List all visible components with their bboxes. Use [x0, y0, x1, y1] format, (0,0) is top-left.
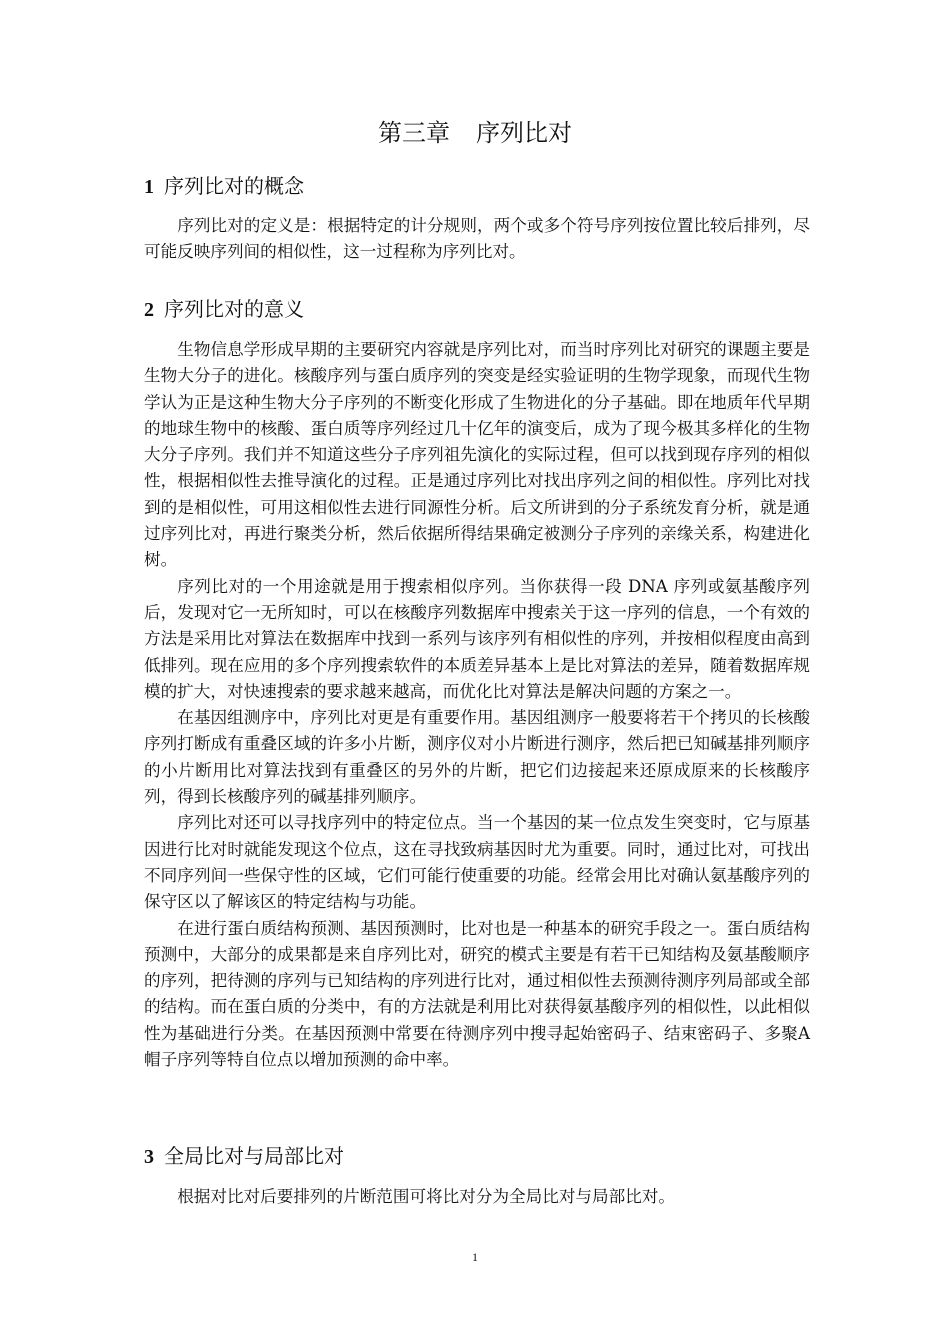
paragraph: 序列比对的定义是：根据特定的计分规则，两个或多个符号序列按位置比较后排列，尽可能反映序列间的相似性，这一过程称为序列比对。 [144, 216, 810, 262]
section-heading-3 [144, 1142, 344, 1171]
section-heading-2 [144, 295, 304, 324]
paragraph: 在进行蛋白质结构预测、基因预测时，比对也是一种基本的研究手段之一。蛋白质结构预测中，大部分的成果都是来自序列比对，研究的模式主要是有若干已知结构及氨基酸顺序的序列，把待测的序列与已知结构的序列进行比对，通过相似性去预测待测序列局部或全部的结构。而在蛋白质的分类中，有的方法就是利用比对获得氨基酸序列的相似性，以此相似性为基础进行分类。在基因预测中常要在待测序列中搜寻起始密码子、结束密码子、多聚A 帽子序列等特自位点以增加预测的命中率。 [144, 918, 810, 1070]
page-number: 1 [472, 1250, 478, 1264]
section-body-3 [144, 1184, 810, 1210]
chapter-title [0, 116, 950, 150]
section-body-2 [144, 337, 810, 1073]
paragraph: 序列比对还可以寻找序列中的特定位点。当一个基因的某一位点发生突变时，它与原基因进行比对时就能发现这个位点，这在寻找致病基因时尤为重要。同时，通过比对，可找出不同序列间一些保守性的区域，它们可能行使重要的功能。经常会用比对确认氨基酸序列的保守区以了解该区的特定结构与功能。 [144, 813, 810, 912]
section-title: 全局比对与局部比对 [164, 1144, 344, 1168]
chapter-name: 序列比对 [476, 119, 572, 147]
section-number: 3 [144, 1146, 154, 1168]
section-number: 2 [144, 299, 154, 321]
section-heading-1 [144, 172, 304, 201]
section-number: 1 [144, 176, 154, 198]
chapter-number: 第三章 [378, 119, 450, 147]
paragraph: 在基因组测序中，序列比对更是有重要作用。基因组测序一般要将若干个拷贝的长核酸序列打断成有重叠区域的许多小片断，测序仪对小片断进行测序，然后把已知碱基排列顺序的小片断用比对算法找到有重叠区的另外的片断，把它们边接起来还原成原来的长核酸序列，得到长核酸序列的碱基排列顺序。 [144, 708, 810, 807]
section-body-1 [144, 213, 810, 266]
section-title: 序列比对的概念 [164, 174, 304, 198]
paragraph: 序列比对的一个用途就是用于搜索相似序列。当你获得一段 DNA 序列或氨基酸序列后，发现对它一无所知时，可以在核酸序列数据库中搜索关于这一序列的信息，一个有效的方法是采用比对算法在数据库中找到一系列与该序列有相似性的序列，并按相似程度由高到低排列。现在应用的多个序列搜索软件的本质差异基本上是比对算法的差异，随着数据库规模的扩大，对快速搜索的要求越来越高，而优化比对算法是解决问题的方案之一。 [144, 576, 810, 701]
section-title: 序列比对的意义 [164, 297, 304, 321]
paragraph: 根据对比对后要排列的片断范围可将比对分为全局比对与局部比对。 [177, 1187, 675, 1206]
paragraph: 生物信息学形成早期的主要研究内容就是序列比对，而当时序列比对研究的课题主要是生物大分子的进化。核酸序列与蛋白质序列的突变是经实验证明的生物学现象，而现代生物学认为正是这种生物大分子序列的不断变化形成了生物进化的分子基础。即在地质年代早期的地球生物中的核酸、蛋白质等序列经过几十亿年的演变后，成为了现今极其多样化的生物大分子序列。我们并不知道这些分子序列祖先演化的实际过程，但可以找到现存序列的相似性，根据相似性去推导演化的过程。正是通过序列比对找出序列之间的相似性。序列比对找到的是相似性，可用这相似性去进行同源性分析。后文所讲到的分子系统发育分析，就是通过序列比对，再进行聚类分析，然后依据所得结果确定被测分子序列的亲缘关系，构建进化树。 [144, 340, 810, 570]
